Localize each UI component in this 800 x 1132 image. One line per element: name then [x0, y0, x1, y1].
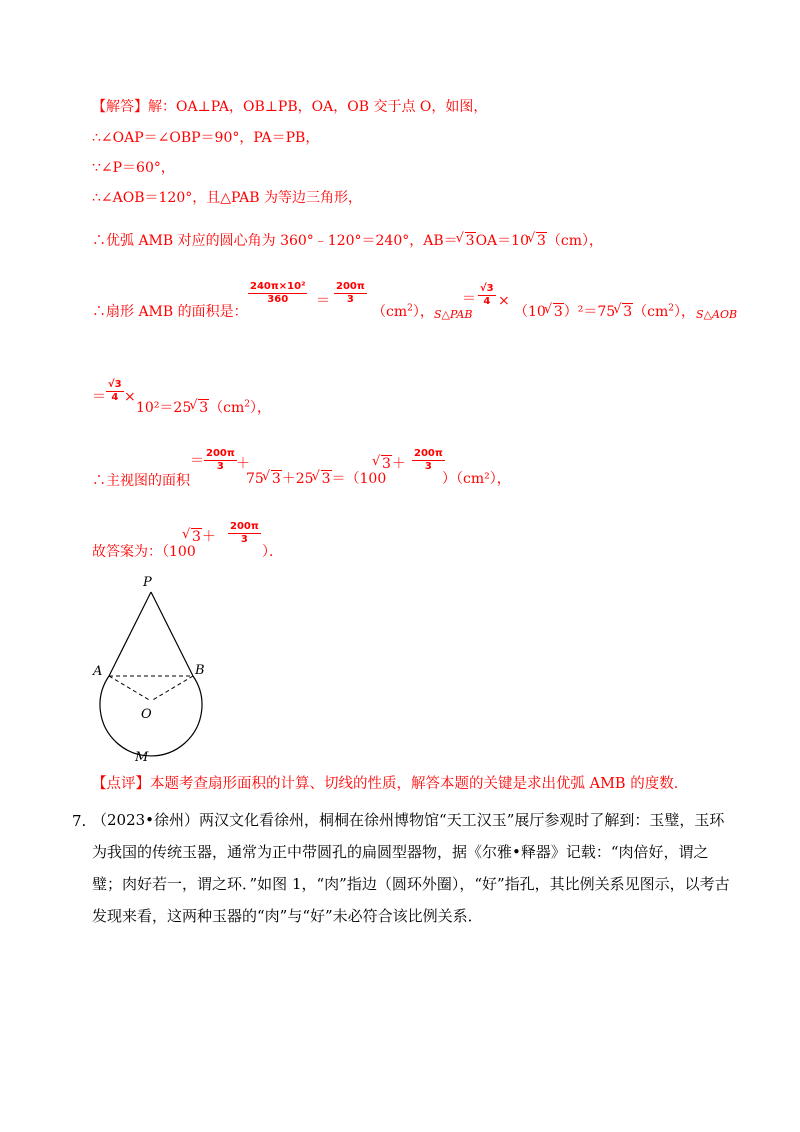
unit-cm2: $(cm^2)$， — [372, 303, 434, 320]
main-view-unit: ）（cm²）， — [442, 471, 511, 487]
radius-ob — [151, 676, 193, 701]
solution-text-1: 解：OA⊥PA，OB⊥PB，OA，OB 交于点 O，如图， — [148, 99, 488, 115]
review-tag: 【点评】 — [92, 776, 150, 792]
fraction-sector: $\frac{\text{240π×10²}}{360}$ — [250, 281, 306, 305]
s-aob-label: S△AOB — [696, 308, 738, 321]
s-pab-label: S△PAB — [434, 308, 473, 321]
answer-suffix: ）． — [262, 544, 283, 560]
aob-area-expr: 10²＝25√ $3(cm^2)$， — [136, 399, 271, 417]
sqrt-3: √ 3 — [458, 231, 476, 251]
label-m: M — [135, 750, 149, 765]
answer-sqrt3-plus: √ 3＋ — [184, 528, 216, 546]
pab-area-expr: （10√ 3）²＝75√ $3(cm^2)$， — [514, 303, 695, 321]
problem-7-text: （2023•徐州）两汉文化看徐州，桐桐在徐州博物馆“天工汉玉”展厅参观时了解到：玉璧，玉环为我国的传统玉器，通常为正中带圆孔的扁圆型器物，据《尔雅•释器》记载：“肉倍好，谓之璧；肉好若一，谓之环．”如图 1，“肉”指边（圆环外圈），“好”指孔，其比例关系见图示，以考古发现来看，这两种玉器的“肉”与“好”未必符合该比例关系． — [92, 811, 730, 925]
radius-oa — [109, 676, 151, 701]
review-line — [92, 775, 688, 793]
review-text: 本题考查扇形面积的计算、切线的性质，解答本题的关键是求出优弧 AMB 的度数． — [150, 776, 689, 792]
solution-line-4: ∴∠AOB＝120°，且△PAB 为等边三角形， — [92, 190, 362, 206]
label-b: B — [195, 663, 205, 678]
answer-fraction: $\frac{200\pi}{3}$ — [230, 521, 259, 545]
fraction-200pi: $\frac{200\pi}{3}$ — [336, 281, 365, 305]
label-p: P — [143, 575, 152, 590]
sqrt3-plus-frac: √ 3＋ — [374, 455, 406, 473]
solution-tag: 【解答】 — [92, 99, 148, 115]
fraction-200pi-b: $\frac{200\pi}{3}$ — [206, 448, 235, 472]
sqrt-3: √ 3 — [529, 231, 547, 251]
fraction-sqrt3-over-4-b: $\frac{√3}{4}$ — [108, 379, 122, 403]
solution-line-5: ∴优弧 AMB 对应的圆心角为 360°﹣120°＝240°，AB＝√ 3OA＝10√ 3（cm）， — [92, 231, 603, 251]
problem-number: 7. — [72, 812, 87, 830]
geometry-figure — [85, 570, 225, 770]
solution-line-2: ∴∠OAP＝∠OBP＝90°，PA＝PB， — [92, 130, 320, 146]
answer-prefix: 故答案为：（100 — [92, 544, 196, 560]
solution-line-3: ∵∠P＝60°， — [92, 160, 175, 176]
solution-line-6-label: ∴扇形 AMB 的面积是： — [92, 304, 248, 320]
label-a: A — [93, 664, 103, 679]
main-view-expr: 75√ 3＋25√ 3＝（100 — [246, 470, 386, 488]
fraction-sqrt3-over-4: $\frac{√3}{4}$ — [480, 283, 494, 307]
tangent-pb — [151, 592, 193, 676]
tangent-pa — [109, 592, 151, 676]
main-view-label: ∴主视图的面积 — [92, 473, 190, 489]
label-o: O — [141, 707, 152, 722]
solution-line-1 — [92, 97, 487, 117]
